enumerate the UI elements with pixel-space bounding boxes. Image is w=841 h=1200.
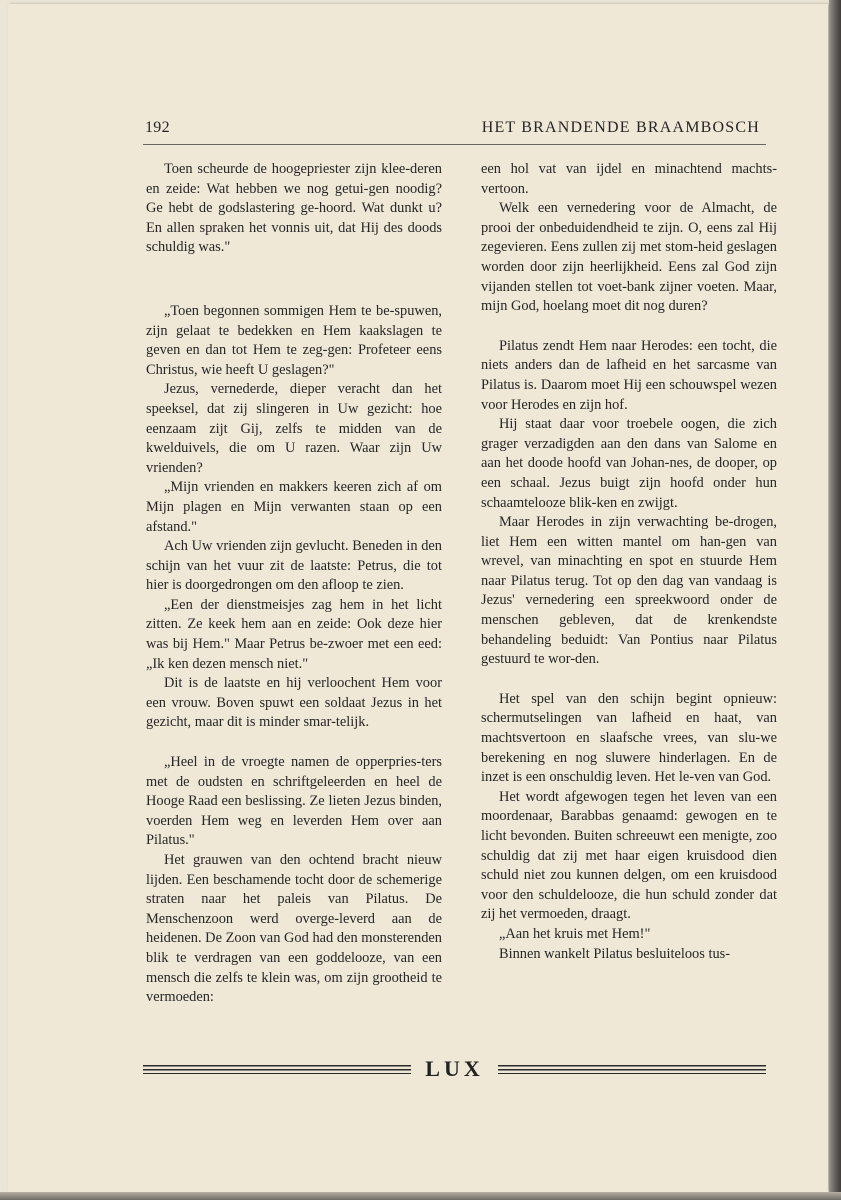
paragraph: Het spel van den schijn begint opnieuw: schermutselingen van lafheid en haat, van machtsvertoon en slaafsche vrees, van slu-we berekening en nog sluwere hinderlagen. En de inzet is een onschuldig leven. Het le-ven van God.	[481, 690, 777, 786]
paragraph: Hij staat daar voor troebele oogen, die zich grager verzadigden aan den dans van Salome en aan het doode hoofd van Johan-nes, de dooper, op een schaal. Jezus buigt zijn hoofd onder hun schaamtelooze blik-ken en zwijgt.	[481, 416, 777, 511]
footer-rule-right	[498, 1065, 766, 1074]
page-bottom-edge	[0, 1192, 841, 1200]
footer-rule-left	[143, 1065, 411, 1074]
paragraph: Dit is de laatste en hij verloochent Hem voor een vrouw. Boven spuwt een soldaat Jezus in het gezicht, maar dit is minder smar-telijk.	[146, 675, 442, 731]
paragraph: Maar Herodes in zijn verwachting be-drogen, liet Hem een witten mantel om han-gen van wrevel, van minachting en spot en stuurde Hem naar Pilatus terug. Tot op den dag van vandaag is Jezus' vernedering een spreekwoord onder de menschen gebleven, dat de krenkendste behandeling beduidt: Van Pontius naar Pilatus gestuurd te wor-den.	[481, 514, 777, 668]
page-number: 192	[145, 119, 170, 136]
right-text-column	[481, 160, 777, 964]
paragraph: Het wordt afgewogen tegen het leven van een moordenaar, Barabbas genaamd: gewogen en te licht bevonden. Buiten schreeuwt een menigte, zoo schuldig dat zij met haar eigen kruisdood dien schuld niet zou kunnen delgen, om een kruisdood voor den schuldelooze, die hun schuld zonder dat zij het vermoeden, draagt.	[481, 788, 777, 923]
page-header	[143, 118, 766, 142]
paragraph: Jezus, vernederde, dieper veracht dan het speeksel, dat zij slingeren in Uw gezicht: hoe eenzaam zijt Gij, zelfs te midden van de kwelduivels, die om U razen. Waar zijn Uw vrienden?	[146, 381, 442, 476]
left-text-column	[146, 160, 442, 1008]
paragraph: Welk een vernedering voor de Almacht, de prooi der onbeduidendheid te zijn. O, eens zal Hij zegevieren. Eens zullen zij met stom-heid geslagen worden door zijn heerlijkheid. Eens zal God zijn vijanden stellen tot voet-bank zijner voeten. Maar, mijn God, hoelang moet dit nog duren?	[481, 200, 777, 315]
footer-lux-mark: LUX	[425, 1056, 484, 1081]
paragraph: Ach Uw vrienden zijn gevlucht. Beneden in den schijn van het vuur zit de laatste: Petrus, die tot hier is doorgedrongen om den afloop te zien.	[146, 538, 442, 594]
footer-ornament	[143, 1058, 766, 1084]
header-rule	[143, 144, 766, 145]
paragraph: Binnen wankelt Pilatus besluiteloos tus-	[499, 945, 731, 962]
running-title: HET BRANDENDE BRAAMBOSCH	[481, 119, 760, 136]
paragraph: Het grauwen van den ochtend bracht nieuw lijden. Een beschamende tocht door de schemerige straten naar het paleis van Pilatus. De Menschenzoon werd overge-leverd aan de heidenen. De Zoon van God had den monsterenden blik te verdragen van een goddelooze, van een mensch die zelfs te klein was, om zijn grootheid te vermoeden:	[146, 852, 442, 1006]
paragraph: „Mijn vrienden en makkers keeren zich af om Mijn plagen en Mijn verwanten staan op een afstand."	[146, 479, 442, 535]
page-edge-shadow	[829, 0, 841, 1200]
paragraph: een hol vat van ijdel en minachtend machts-vertoon.	[481, 161, 777, 197]
paragraph: „Aan het kruis met Hem!"	[499, 925, 651, 942]
paragraph: Pilatus zendt Hem naar Herodes: een tocht, die niets anders dan de lafheid en het sarcasme van Pilatus is. Daarom moet Hij een schouwspel wezen voor Herodes en zijn hof.	[481, 337, 777, 413]
paragraph: Toen scheurde de hoogepriester zijn klee-deren en zeide: Wat hebben we nog getui-gen noodig? Ge hebt de godslastering ge-hoord. Wat dunkt u? En allen spraken het vonnis uit, dat Hij des doods schuldig was."	[146, 161, 442, 256]
paragraph: „Een der dienstmeisjes zag hem in het licht zitten. Ze keek hem aan en zeide: Ook deze hier was bij Hem." Maar Petrus be-zwoer met een eed: „Ik ken dezen mensch niet."	[146, 596, 442, 672]
paragraph: „Toen begonnen sommigen Hem te be-spuwen, zijn gelaat te bedekken en Hem kaakslagen te geven en dan tot Hem te zeg-gen: Profeteer eens Christus, wie heeft U geslagen?"	[146, 302, 442, 378]
paragraph: „Heel in de vroegte namen de opperpries-ters met de oudsten en schriftgeleerden en heel de Hooge Raad een beslissing. Ze lieten Jezus binden, voerden Hem weg en leverden Hem over aan Pilatus."	[146, 754, 442, 849]
